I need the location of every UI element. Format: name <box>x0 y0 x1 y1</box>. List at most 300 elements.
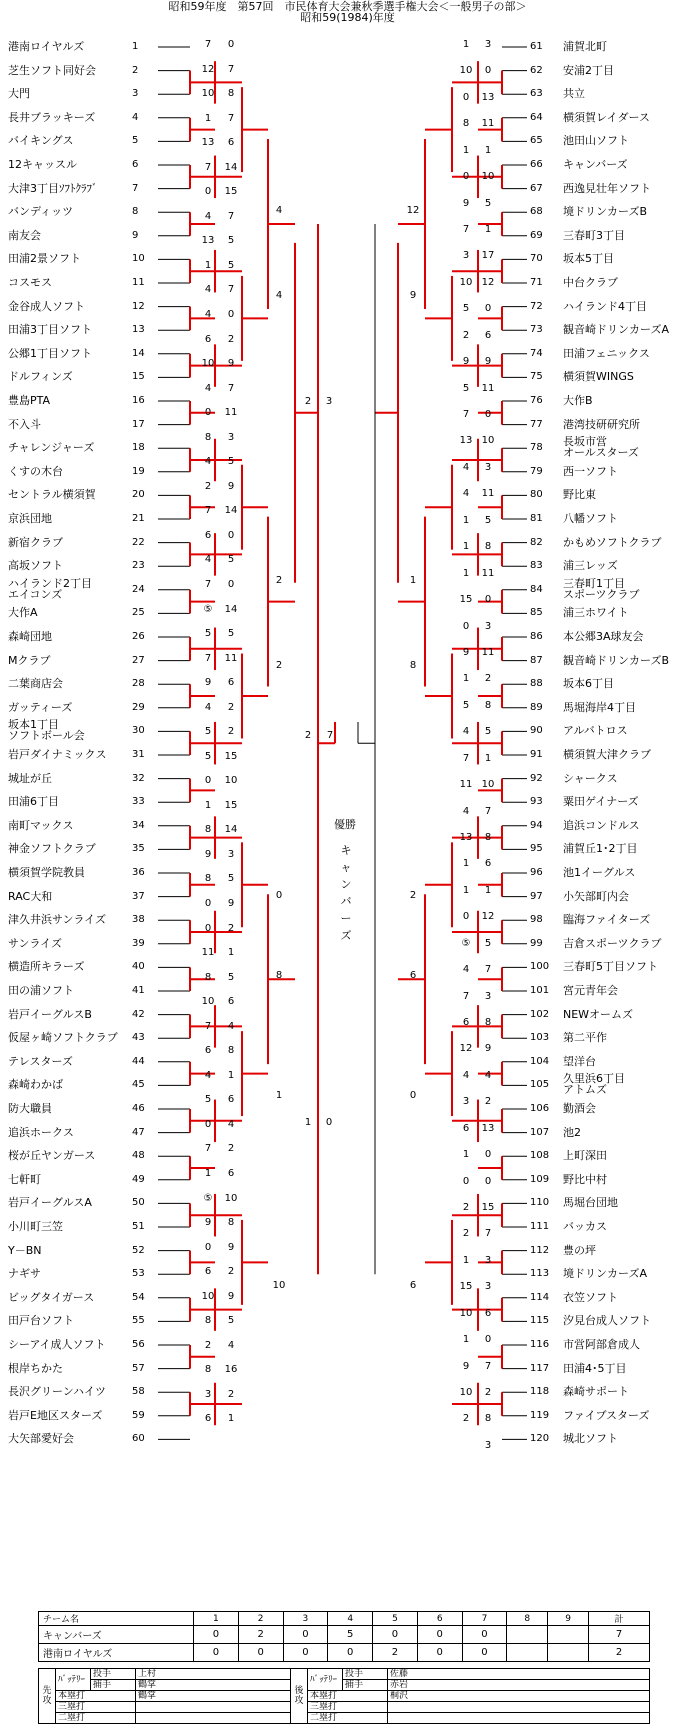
team-name: 西逸見壮年ソフト <box>563 181 651 195</box>
team-name: 長沢グリーンハイツ <box>8 1385 107 1399</box>
team-number: 20 <box>132 489 145 501</box>
score-value: 10 <box>201 358 215 370</box>
team-number: 57 <box>132 1362 145 1374</box>
score-value: 13 <box>459 831 473 843</box>
team-name: 田浦2景ソフト <box>8 252 81 266</box>
score-value: 0 <box>484 65 492 77</box>
score-value: 10 <box>224 775 238 787</box>
score-value: 11 <box>481 567 495 579</box>
double-label: 二塁打 <box>56 1713 136 1724</box>
score-value: 10 <box>481 171 495 183</box>
score-value: 0 <box>462 620 470 632</box>
team-number: 55 <box>132 1315 145 1327</box>
team-number: 34 <box>132 819 145 831</box>
team-name: 神金ソフトクラブ <box>8 842 96 856</box>
score-value: 8 <box>204 1364 212 1376</box>
score-value: 8 <box>227 1217 235 1229</box>
score-value: 1 <box>484 884 492 896</box>
team-name: 勤酒会 <box>563 1102 596 1115</box>
team-name: 三春町3丁目 <box>563 228 625 242</box>
team-number: 37 <box>132 890 145 902</box>
first-triple <box>136 1702 291 1713</box>
team-name: 新宿クラブ <box>8 535 63 549</box>
score-value: 6 <box>227 677 235 689</box>
team-number: 81 <box>530 513 543 524</box>
team-number: 38 <box>132 914 145 926</box>
score-value: 0 <box>204 775 212 787</box>
score-value: 1 <box>227 1069 235 1081</box>
team-number: 83 <box>530 560 543 572</box>
team-name: 田浦フェニックス <box>563 346 650 360</box>
team-number: 14 <box>132 347 145 359</box>
score-value: 4 <box>204 382 212 394</box>
team-number: 84 <box>530 583 543 595</box>
triple-label-2: 三塁打 <box>308 1702 388 1713</box>
team-name: 横造所キラーズ <box>8 960 85 974</box>
inning-header: 6 <box>417 1612 462 1626</box>
score-value: 14 <box>224 603 238 615</box>
score-value: 6 <box>227 137 235 149</box>
score-value: 1 <box>462 858 470 870</box>
inning-score: 0 <box>417 1626 462 1644</box>
team-name: 野比東 <box>563 488 596 502</box>
score-value: 2 <box>204 1339 212 1351</box>
team-name: 津久井浜サンライズ <box>8 913 107 927</box>
team-name: 境ドリンカーズB <box>563 205 647 219</box>
team-number: 92 <box>530 772 543 784</box>
team-name: 坂本6丁目 <box>563 677 614 691</box>
team-name: 池1イーグルス <box>563 866 636 879</box>
score-value: 4 <box>204 308 212 320</box>
team-name: 久里浜6丁目 <box>563 1072 625 1086</box>
team-number: 119 <box>530 1409 550 1421</box>
team-number: 27 <box>132 654 145 666</box>
team-name: 第二平作 <box>563 1031 607 1045</box>
team-number: 35 <box>132 843 145 855</box>
inning-header: 4 <box>328 1612 373 1626</box>
team-number: 19 <box>132 465 145 477</box>
team-name: シーアイ成人ソフト <box>8 1338 106 1351</box>
score-value: 3 <box>204 1388 212 1400</box>
score-value: 9 <box>462 356 470 368</box>
score-value: 0 <box>204 922 212 934</box>
score-value: 3 <box>227 848 235 860</box>
score-value: 5 <box>204 726 212 738</box>
score-value: ⑤ <box>203 1192 213 1204</box>
team-name: 安浦2丁目 <box>563 63 614 77</box>
score-value: 9 <box>462 197 470 209</box>
team-name: アトムズ <box>563 1083 607 1097</box>
round-score: 6 <box>409 1280 417 1291</box>
score-value: 12 <box>459 1043 473 1055</box>
score-value: 2 <box>227 333 235 345</box>
team-name: 浦三レッズ <box>563 559 618 573</box>
inning-score: 0 <box>373 1626 418 1644</box>
score-value: 4 <box>227 1020 235 1032</box>
team-number: 11 <box>132 277 145 288</box>
semi-score: 3 <box>325 396 333 407</box>
score-value: 1 <box>462 514 470 526</box>
team-name: 城北ソフト <box>563 1432 618 1446</box>
score-value: 0 <box>204 1118 212 1130</box>
score-table-row <box>39 1644 650 1662</box>
score-value: 10 <box>201 1290 215 1302</box>
team-number: 64 <box>530 111 543 123</box>
score-value: 9 <box>227 480 235 492</box>
score-value: 4 <box>462 488 470 500</box>
score-value: 12 <box>481 911 495 923</box>
score-value: 0 <box>227 578 235 590</box>
team-name: 宮元青年会 <box>563 984 618 997</box>
score-value: 0 <box>204 1241 212 1253</box>
score-value: 9 <box>227 1241 235 1253</box>
team-number: 76 <box>530 395 543 406</box>
team-name: コスモス <box>8 276 52 289</box>
team-name: 仮屋ヶ崎ソフトクラブ <box>8 1031 118 1045</box>
score-value: 10 <box>224 1192 238 1204</box>
score-value: 3 <box>484 620 492 632</box>
team-name: 衣笠ソフト <box>563 1290 618 1304</box>
first-pitcher: 上村 <box>136 1669 291 1680</box>
team-name: 池田山ソフト <box>563 134 629 148</box>
team-number: 2 <box>132 64 139 76</box>
score-value: 5 <box>462 303 470 315</box>
team-name: 浦三ホワイト <box>563 606 629 620</box>
score-value: 14 <box>224 824 238 836</box>
team-number: 46 <box>132 1103 145 1114</box>
team-number: 69 <box>530 229 543 241</box>
team-number: 95 <box>530 843 543 855</box>
score-value: 0 <box>484 1175 492 1187</box>
team-number: 62 <box>530 64 543 76</box>
score-value: 2 <box>227 701 235 713</box>
second-double <box>388 1713 650 1724</box>
score-value: 13 <box>481 1122 495 1134</box>
score-value: 0 <box>227 39 235 50</box>
score-value: 6 <box>484 329 492 341</box>
score-value: 4 <box>462 1069 470 1081</box>
score-value: 0 <box>484 1334 492 1346</box>
score-value: 7 <box>484 1228 492 1240</box>
score-value: 0 <box>204 898 212 910</box>
score-value: 15 <box>224 750 238 762</box>
team-name: サンライズ <box>8 936 63 950</box>
team-name: ハイランド4丁目 <box>563 299 647 313</box>
score-value: 4 <box>462 461 470 473</box>
score-value: 7 <box>227 112 235 124</box>
team-number: 7 <box>132 182 139 194</box>
inning-header: 8 <box>507 1612 548 1626</box>
inning-score: 0 <box>194 1644 239 1662</box>
team-number: 78 <box>530 442 543 454</box>
battery-label-2: ﾊﾞｯﾃﾘｰ <box>308 1669 343 1691</box>
team-name: 港南ロイヤルズ <box>8 40 85 53</box>
team-name: 大作B <box>563 394 593 407</box>
team-name: 横須賀大津クラブ <box>563 748 651 761</box>
score-value: 11 <box>481 382 495 394</box>
score-value: 4 <box>227 1118 235 1130</box>
team-name: 坂本5丁目 <box>563 252 614 266</box>
team-number: 109 <box>530 1173 550 1185</box>
team-number: 68 <box>530 206 543 218</box>
score-value: 1 <box>462 1149 470 1161</box>
team-name: 横須賀WINGS <box>563 370 634 384</box>
team-number: 1 <box>132 41 139 52</box>
score-value: 8 <box>204 431 212 443</box>
inning-score: 0 <box>462 1644 507 1662</box>
round-score: 2 <box>409 890 417 901</box>
team-number: 30 <box>132 725 145 737</box>
score-value: 0 <box>462 1175 470 1187</box>
score-value: 1 <box>484 144 492 156</box>
score-value: 4 <box>484 1069 492 1081</box>
team-number: 33 <box>132 796 145 808</box>
hr-label-2: 本塁打 <box>308 1691 388 1702</box>
team-number: 65 <box>530 135 543 147</box>
team-name: キャンバーズ <box>563 158 628 171</box>
round-score: 8 <box>409 660 417 671</box>
team-name: 境ドリンカーズA <box>563 1267 647 1281</box>
score-value: 5 <box>227 259 235 271</box>
score-value: 11 <box>201 947 215 959</box>
team-number: 91 <box>530 749 543 760</box>
team-name: 田浦3丁目ソフト <box>8 323 92 337</box>
team-number: 41 <box>132 985 145 996</box>
round-score: 1 <box>275 1090 283 1101</box>
score-value: 9 <box>484 1043 492 1055</box>
score-value: 9 <box>227 898 235 910</box>
score-value: 7 <box>204 161 212 173</box>
team-name: 大矢部愛好会 <box>8 1432 74 1446</box>
team-name: 野比中村 <box>563 1172 607 1186</box>
inning-header: 7 <box>462 1612 507 1626</box>
team-number: 4 <box>132 111 139 123</box>
score-value: 7 <box>462 752 470 764</box>
score-value: 10 <box>201 88 215 100</box>
score-value: 1 <box>484 224 492 236</box>
round-score: 6 <box>409 970 417 981</box>
team-name: 公郷1丁目ソフト <box>8 346 92 360</box>
score-value: 7 <box>484 964 492 976</box>
score-value: 17 <box>481 250 495 262</box>
score-value: 9 <box>204 677 212 689</box>
team-name: RAC大和 <box>8 889 53 903</box>
score-value: 5 <box>227 628 235 640</box>
team-number: 24 <box>132 583 145 595</box>
score-value: 6 <box>484 858 492 870</box>
team-name: 森崎わかば <box>8 1078 63 1092</box>
inning-header: 2 <box>238 1612 283 1626</box>
team-number: 113 <box>530 1268 550 1280</box>
score-value: 15 <box>459 1281 473 1293</box>
team-name: ドルフィンズ <box>8 370 73 384</box>
team-name: 臨海ファイターズ <box>563 913 651 927</box>
team-name: 岩戸イーグルスB <box>8 1007 92 1021</box>
score-value: 0 <box>462 911 470 923</box>
catcher-label-2: 捕手 <box>343 1680 388 1691</box>
score-value: 9 <box>227 358 235 370</box>
team-name: 粟田ゲイナーズ <box>563 795 639 809</box>
score-value: 6 <box>204 333 212 345</box>
team-name: 馬堀海岸4丁目 <box>563 700 636 714</box>
score-value: 9 <box>484 356 492 368</box>
team-name: 観音崎ドリンカーズB <box>563 653 669 667</box>
round-score: 4 <box>275 205 283 216</box>
score-value: 15 <box>481 1202 495 1213</box>
inning-header: 1 <box>194 1612 239 1626</box>
team-number: 97 <box>530 890 543 902</box>
team-number: 56 <box>132 1339 145 1350</box>
team-number: 98 <box>530 914 543 926</box>
round-score: 0 <box>409 1090 417 1101</box>
team-name: 城址が丘 <box>8 771 52 785</box>
team-number: 6 <box>132 159 139 170</box>
double-label-2: 二塁打 <box>308 1713 388 1724</box>
score-value: 7 <box>204 578 212 590</box>
team-name: 中台クラブ <box>563 276 618 289</box>
team-number: 49 <box>132 1173 145 1185</box>
score-value: 5 <box>227 1315 235 1327</box>
score-value: 11 <box>481 118 495 130</box>
score-value: 5 <box>204 750 212 762</box>
team-name: 浦賀北町 <box>563 40 607 53</box>
team-number: 66 <box>530 159 543 170</box>
team-number: 104 <box>530 1055 550 1067</box>
team-name: ビッグタイガース <box>8 1290 95 1304</box>
score-value: 8 <box>484 541 492 553</box>
team-name: 横須賀レイダース <box>563 110 650 124</box>
team-name: ファイブスターズ <box>563 1408 650 1422</box>
score-value: 4 <box>204 456 212 468</box>
score-value: 7 <box>484 1360 492 1372</box>
score-value: 3 <box>484 461 492 473</box>
team-name: 豊の坪 <box>563 1243 596 1257</box>
round-score: 10 <box>272 1280 286 1291</box>
team-number: 61 <box>530 41 543 52</box>
team-number: 22 <box>132 536 145 548</box>
score-value: 7 <box>462 224 470 236</box>
score-value: 11 <box>224 407 238 419</box>
score-value: 9 <box>227 1290 235 1302</box>
score-value: 13 <box>459 435 473 447</box>
score-value: 0 <box>227 529 235 541</box>
score-value: 0 <box>227 308 235 320</box>
pitcher-label: 投手 <box>91 1669 136 1680</box>
score-value: 7 <box>204 39 212 50</box>
score-value: 5 <box>462 699 470 711</box>
inning-score <box>548 1644 589 1662</box>
team-number: 115 <box>530 1315 550 1327</box>
team-name: 小矢部町内会 <box>563 889 629 903</box>
team-name: バッカス <box>563 1220 607 1233</box>
inning-score <box>507 1644 548 1662</box>
team-number: 50 <box>132 1197 145 1209</box>
battery-table <box>38 1668 650 1724</box>
team-number: 32 <box>132 772 145 784</box>
team-name: 高坂ソフト <box>8 559 63 573</box>
score-value: 6 <box>204 1045 212 1057</box>
score-value: 1 <box>462 144 470 156</box>
team-number: 10 <box>132 253 145 265</box>
inning-score: 0 <box>417 1644 462 1662</box>
score-value: 0 <box>462 91 470 103</box>
team-name: チャレンジャーズ <box>8 441 95 455</box>
inning-header: 計 <box>589 1612 650 1626</box>
team-number: 18 <box>132 442 145 454</box>
score-value: 1 <box>462 884 470 896</box>
score-value: 14 <box>224 505 238 517</box>
inning-score: 0 <box>238 1644 283 1662</box>
score-value: 7 <box>484 805 492 817</box>
team-header: チーム名 <box>39 1612 194 1626</box>
team-number: 73 <box>530 324 543 336</box>
final-score: 7 <box>326 730 334 741</box>
score-value: 4 <box>204 701 212 713</box>
team-number: 51 <box>132 1221 145 1232</box>
round-score: 12 <box>406 205 420 216</box>
score-value: 1 <box>462 1334 470 1346</box>
inning-score: 0 <box>194 1626 239 1644</box>
score-value: 6 <box>227 1168 235 1180</box>
score-value: 11 <box>459 779 473 791</box>
score-value: 1 <box>462 541 470 553</box>
triple-label: 三塁打 <box>56 1702 136 1713</box>
catcher-label: 捕手 <box>91 1680 136 1691</box>
score-value: 1 <box>462 673 470 685</box>
team-name: 七軒町 <box>8 1172 41 1186</box>
team-name: かもめソフトクラブ <box>563 535 662 549</box>
team-name: 三春町5丁目ソフト <box>563 960 658 974</box>
score-value: 5 <box>484 514 492 526</box>
team-number: 101 <box>530 985 550 996</box>
team-number: 102 <box>530 1008 550 1020</box>
team-name: 池2 <box>563 1125 581 1139</box>
team-name: 岩戸E地区スターズ <box>8 1408 103 1422</box>
team-name: 防大職員 <box>8 1102 52 1115</box>
score-value: 7 <box>204 1020 212 1032</box>
inning-score: 0 <box>283 1626 328 1644</box>
score-value: 5 <box>484 197 492 209</box>
score-value: 10 <box>201 996 215 1008</box>
score-value: 2 <box>227 922 235 934</box>
champion-label: 優勝 <box>334 818 356 831</box>
team-number: 43 <box>132 1032 145 1044</box>
score-value: 0 <box>204 186 212 198</box>
team-number: 23 <box>132 560 145 572</box>
team-number: 120 <box>530 1433 550 1445</box>
team-name: テレスターズ <box>8 1054 73 1068</box>
team-name: アルバトロス <box>563 724 628 738</box>
second-pitcher: 佐藤 <box>388 1669 650 1680</box>
team-number: 106 <box>530 1103 550 1114</box>
score-value: 4 <box>204 210 212 222</box>
team-number: 17 <box>132 418 145 430</box>
semi-score: 0 <box>325 1117 333 1128</box>
score-value: 3 <box>227 431 235 443</box>
score-table-row <box>39 1626 650 1644</box>
team-name: セントラル横須賀 <box>8 488 96 502</box>
team-name: 共立 <box>563 87 585 101</box>
score-value: 5 <box>462 382 470 394</box>
score-value: 7 <box>227 284 235 296</box>
tournament-year: 昭和59(1984)年度 <box>300 11 395 24</box>
score-value: 15 <box>224 186 238 198</box>
team-number: 117 <box>530 1362 550 1374</box>
score-value: 7 <box>227 63 235 75</box>
team-number: 12 <box>132 300 145 312</box>
team-name: オールスターズ <box>563 446 639 460</box>
score-value: 1 <box>204 259 212 271</box>
